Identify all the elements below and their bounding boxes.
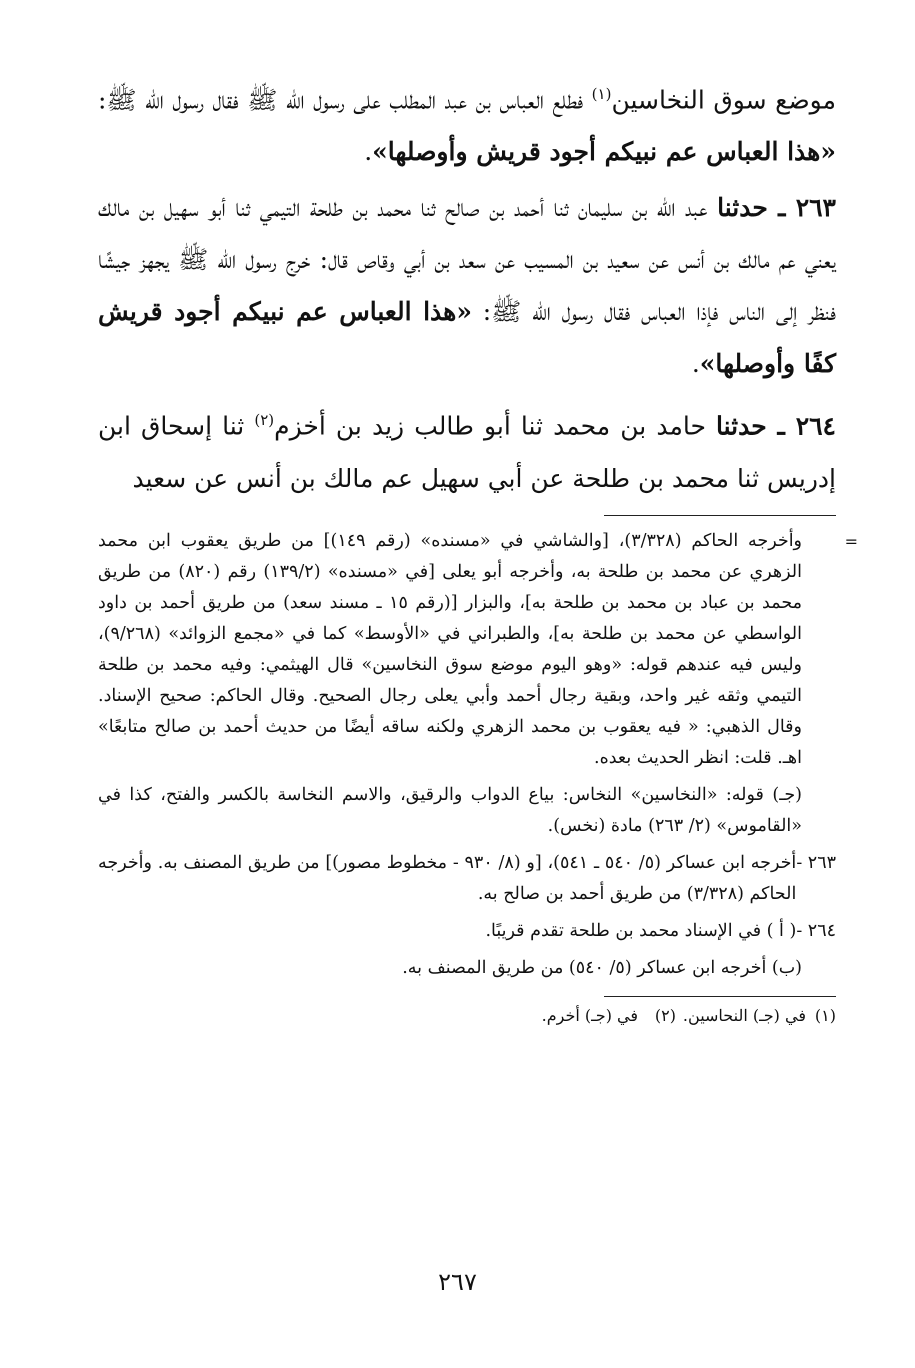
footnote-ref-1: (١) bbox=[591, 85, 612, 103]
hadith-number: ٢٦٣ ـ حدثنا bbox=[717, 193, 836, 223]
hadith-263: ٢٦٣ ـ حدثنا عبد الله بن سليمان ثنا أحمد بن صالح ثنا محمد بن طلحة التيمي ثنا أبو سهيل بن مالك يعني عم مالك بن أنس عن سعيد بن المسيب عن سعد بن أبي وقاص قال: خرج رسول الله ﷺ يجهز جيشًا فنظر إلى الناس فإذا العباس فقال رسول الله ﷺ: «هذا العباس عم نبيكم أجود قريش كفًا وأوصلها». bbox=[98, 193, 837, 379]
footnote-gloss: (جـ) قوله: «النخاسين» النخاس: بياع الدواب والرقيق، والاسم النخاسة بالكسر والفتح، كذا في «القاموس» (٢/ ٢٦٣) مادة (نخس). bbox=[98, 784, 802, 836]
footnote-263: ٢٦٣ - أخرجه ابن عساكر (٥/ ٥٤٠ ـ ٥٤١)، [و (٨/ ٩٣٠ - مخطوط مصور)] من طريق المصنف به. وأخرجه الحاكم (٣/٣٢٨) من طريق أحمد بن صالح به. bbox=[98, 852, 836, 904]
page-number: ٢٦٧ bbox=[438, 1268, 477, 1296]
variant-note-2: في (جـ) أخرم. bbox=[541, 1005, 638, 1025]
variant-note-2-mark: (٢) bbox=[654, 1005, 676, 1025]
main-text bbox=[98, 68, 836, 505]
footnotes bbox=[98, 526, 858, 984]
footnote-continued: = وأخرجه الحاكم (٣/٣٢٨)، [والشاشي في «مسنده» (رقم ١٤٩)] من طريق يعقوب ابن محمد الزهري عن محمد بن طلحة به، وأخرجه أبو يعلى [في «مسنده» (١٣٩/٢) رقم (٨٢٠) من طريق محمد بن عباد بن محمد بن طلحة به]، والبزار [(رقم ١٥ ـ مسند سعد) من طريق أحمد بن داود الواسطي عن محمد بن طلحة به]، والطبراني في «الأوسط» كما في «مجمع الزوائد» (٩/٢٦٨)، وليس فيه عندهم قوله: «وهو اليوم موضع سوق النخاسين» قال الهيثمي: وفيه محمد بن طلحة التيمي وثقه غير واحد، وبقية رجال أحمد وأبي يعلى رجال الصحيح. وقال الحاكم: صحيح الإسناد. وقال الذهبي: « فيه يعقوب بن محمد الزهري ولكنه ساقه أيضًا من حديث أحمد بن صالح متابعًا» اهـ. قلت: انظر الحديث بعده. bbox=[98, 526, 836, 774]
footnote-264-b: (ب) أخرجه ابن عساكر (٥/ ٥٤٠) من طريق المصنف به. bbox=[402, 957, 802, 978]
hadith-number: ٢٦٤ ـ حدثنا bbox=[716, 411, 836, 441]
hadith-quote: «هذا العباس عم نبيكم أجود قريش وأوصلها» bbox=[372, 137, 836, 167]
variant-note-1: في (جـ) النحاسين. bbox=[682, 1005, 806, 1025]
continuation-mark: = bbox=[844, 531, 858, 551]
page-body bbox=[98, 68, 858, 1031]
footnote-ref-2: (٢) bbox=[254, 411, 275, 430]
variant-notes bbox=[98, 1001, 836, 1031]
footnote-divider bbox=[604, 515, 836, 516]
hadith-264: ٢٦٤ ـ حدثنا حامد بن محمد ثنا أبو طالب زيد بن أخزم$^{(٢)}$ ثنا إسحاق ابن إدريس ثنا محمد بن طلحة عن أبي سهيل عم مالك بن أنس عن سعيد bbox=[98, 411, 836, 493]
note-divider bbox=[604, 996, 836, 997]
footnote-264: ٢٦٤ - ( أ ) في الإسناد محمد بن طلحة تقدم قريبًا. bbox=[485, 920, 836, 941]
hadith-quote: «هذا العباس عم نبيكم أجود قريش كفًا وأوصلها» bbox=[98, 297, 836, 379]
variant-note-1-mark: (١) bbox=[814, 1005, 836, 1025]
paragraph-continuation: موضع سوق النخاسين$^{(١)}$ فطلع العباس بن عبد المطلب على رسول الله ﷺ فقال رسول الله ﷺ: «هذا العباس عم نبيكم أجود قريش وأوصلها». bbox=[98, 85, 836, 167]
